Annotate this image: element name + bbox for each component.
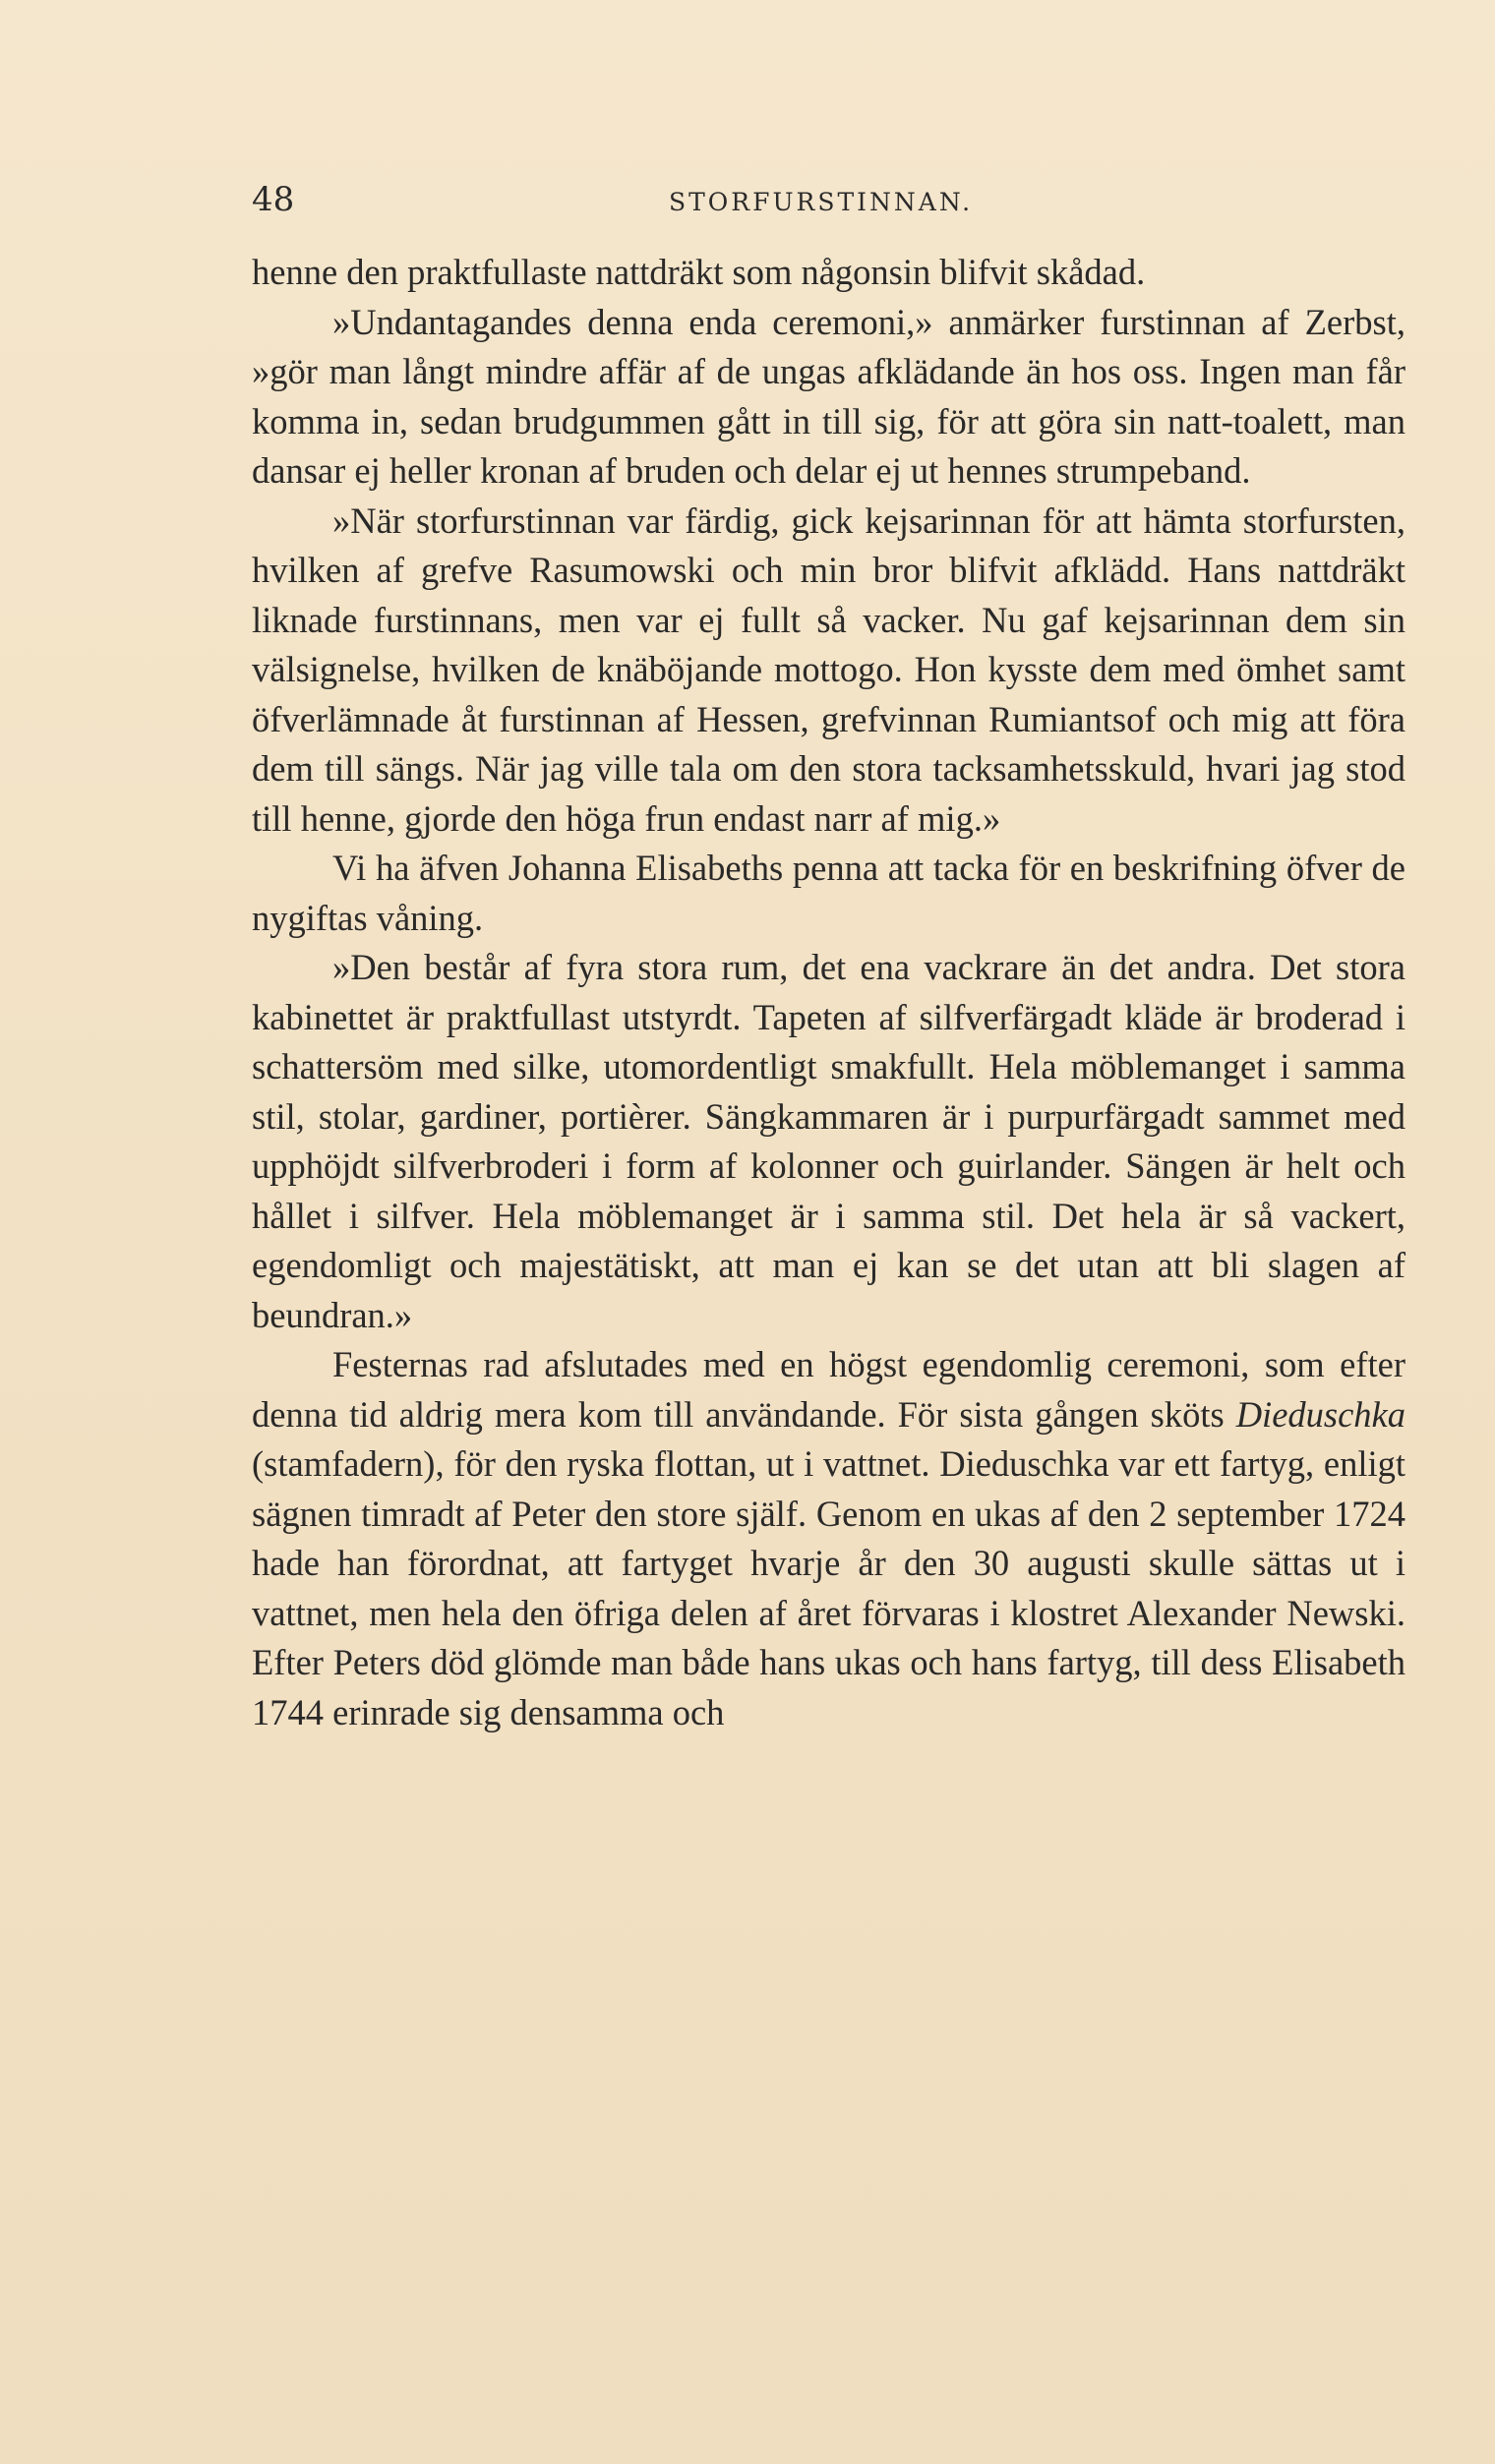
page-header bbox=[252, 175, 1403, 234]
paragraph-4: Vi ha äfven Johanna Elisabeths penna att tacka för en beskrifning öfver de nygiftas våning. bbox=[252, 848, 1405, 938]
paragraph-5: »Den består af fyra stora rum, det ena vackrare än det andra. Det stora kabinettet är praktfullast utstyrdt. Tapeten af silfverfärgadt kläde är broderad i schattersöm med silke, utomordentligt smakfullt. Hela möblemanget i samma stil, stolar, gardiner, portièrer. Sängkammaren är i purpurfärgadt sammet med upphöjdt silfverbroderi i form af kolonner och guirlander. Sängen är helt och hållet i silfver. Hela möblemanget är i samma stil. Det hela är så vackert, egendomligt och majestätiskt, att man ej kan se det utan att bli slagen af beundran.» bbox=[252, 947, 1405, 1335]
paragraph-6 bbox=[252, 1340, 1405, 1737]
page-number: 48 bbox=[252, 180, 295, 219]
paragraph-6-part-1: Festernas rad afslutades med en högst egendomlig ceremoni, som efter denna tid aldrig mera kom till användande. För sista gången sköts bbox=[252, 1344, 1405, 1435]
paragraph-6-part-2: (stamfadern), för den ryska flottan, ut i vattnet. Dieduschka var ett fartyg, enligt sägnen timradt af Peter den store själf. Genom en ukas af den 2 september 1724 hade han förordnat, att fartyget hvarje år den 30 augusti skulle sättas ut i vattnet, men hela den öfriga delen af året förvaras i klostret Alexander Newski. Efter Peters död glömde man både hans ukas och hans fartyg, till dess Elisabeth 1744 erinrade sig densamma och bbox=[252, 1443, 1405, 1732]
paragraph-1: henne den praktfullaste nattdräkt som någonsin blifvit skådad. bbox=[252, 252, 1146, 292]
paragraph-2: »Undantagandes denna enda ceremoni,» anmärker furstinnan af Zerbst, »gör man långt mindre affär af de ungas afklädande än hos oss. Ingen man får komma in, sedan brudgummen gått in till sig, för att göra sin natt-toalett, man dansar ej heller kronan af bruden och delar ej ut hennes strumpeband. bbox=[252, 301, 1405, 491]
running-head: STORFURSTINNAN. bbox=[669, 188, 974, 216]
body-text bbox=[252, 248, 1405, 1737]
paragraph-3: »När storfurstinnan var färdig, gick kejsarinnan för att hämta storfursten, hvilken af grefve Rasumowski och min bror blifvit afklädd. Hans nattdräkt liknade furstinnans, men var ej fullt så vacker. Nu gaf kejsarinnan dem sin välsignelse, hvilken de knäböjande mottogo. Hon kysste dem med ömhet samt öfverlämnade åt furstinnan af Hessen, grefvinnan Rumiantsof och mig att föra dem till sängs. När jag ville tala om den stora tacksamhetsskuld, hvari jag stod till henne, gjorde den höga frun endast narr af mig.» bbox=[252, 499, 1405, 839]
italic-word-dieduschka: Dieduschka bbox=[1235, 1393, 1405, 1435]
